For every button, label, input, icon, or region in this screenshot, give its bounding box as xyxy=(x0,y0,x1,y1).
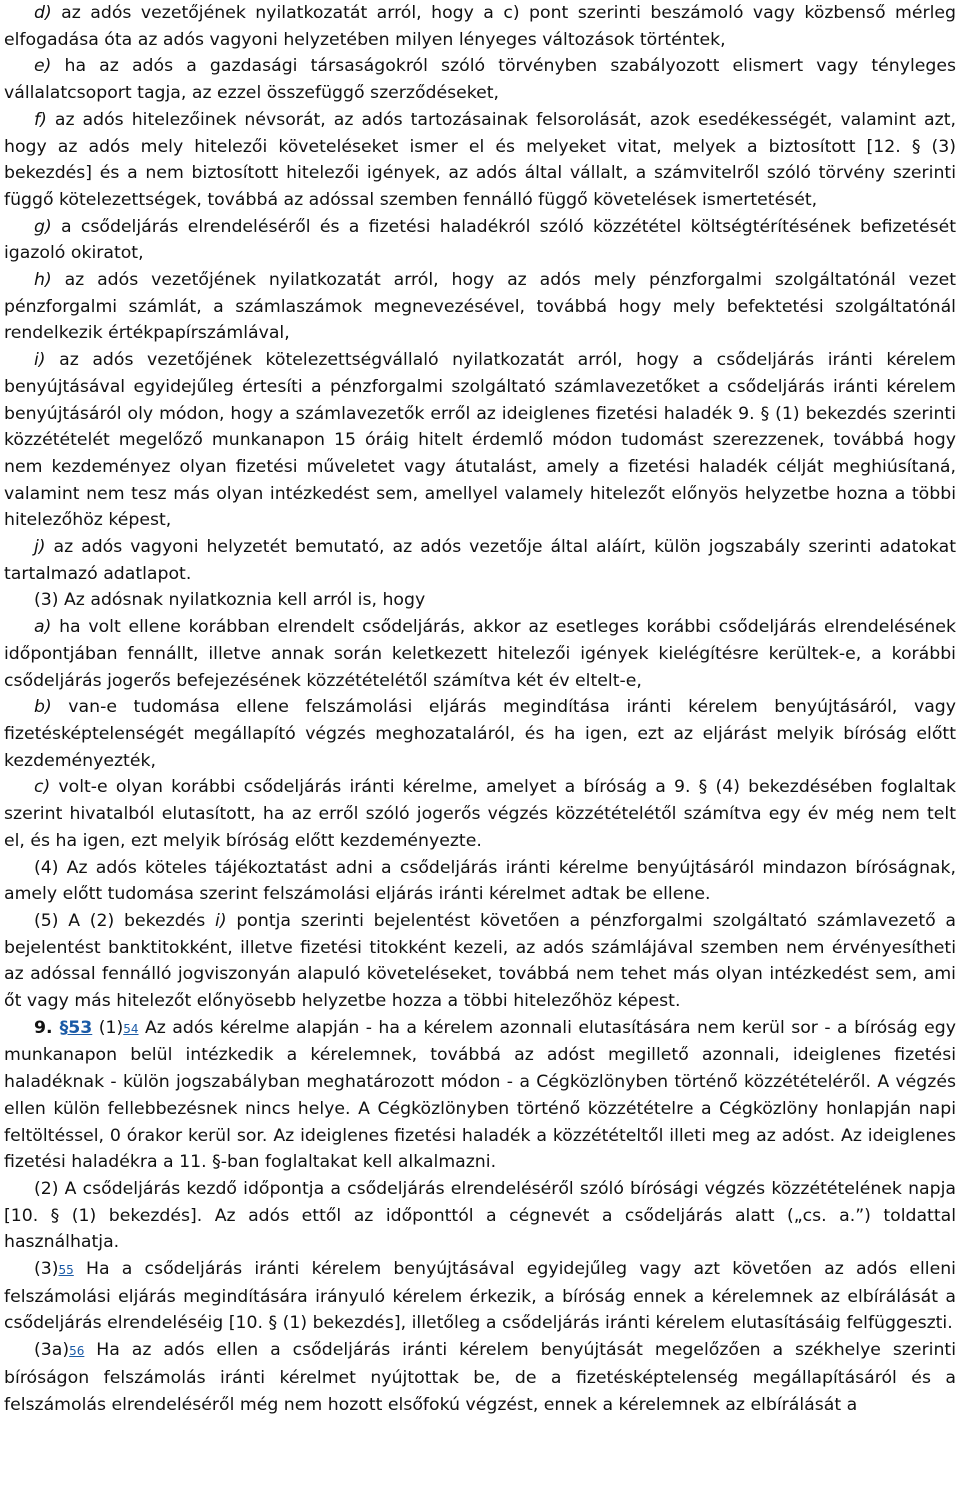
section-9-paragraph-3a xyxy=(4,1337,956,1418)
paragraph-f xyxy=(4,107,956,214)
item-marker: i) xyxy=(34,350,46,371)
section-9-paragraph-2: (2) A csődeljárás kezdő időpontja a csődeljárás elrendeléséről szóló bírósági végzés közzétételének napja [10. § (1) bekezdés]. Az adós ettől az időponttól a cégnevét a csődeljárás alatt („cs. a.”) toldattal használhatja. xyxy=(4,1178,956,1253)
paragraph-3b xyxy=(4,694,956,774)
paragraph-text: van-e tudomása ellene felszámolási eljárás megindítása iránti kérelem benyújtásáról, vagy fizetésképtelenségét megállapító végzés meghozataláról, és ha igen, ezt az eljárást melyik bíróság előtt kezdeményezték, xyxy=(4,697,956,771)
item-marker: f) xyxy=(34,109,47,130)
paragraph-5 xyxy=(4,908,956,1015)
section-9-paragraph-1 xyxy=(4,1015,956,1176)
paragraph-3a xyxy=(4,614,956,694)
paragraph-text: az adós hitelezőinek névsorát, az adós tartozásainak felsorolását, azok esedékességét, valamint azt, hogy az adós mely hitelezői követeléseket ismer el és melyeket vitat, melyek a biztosított [12. § (3) bekezdés] és a nem biztosított hitelezői igények, az adós által vállalt, a számvitelről szóló törvény szerinti függő kötelezettségek, továbbá az adóssal szemben fennálló függő követelések ismertetését, xyxy=(4,109,956,210)
item-marker: j) xyxy=(34,537,46,558)
item-marker: d) xyxy=(34,3,52,23)
section-link-53[interactable]: §53 xyxy=(59,1017,93,1038)
paragraph-e xyxy=(4,53,956,106)
footnote-link-54[interactable]: 54 xyxy=(123,1021,139,1036)
item-marker: i) xyxy=(215,910,227,931)
footnote-link-55[interactable]: 55 xyxy=(58,1263,74,1278)
paragraph-text: pontja szerinti bejelentést követően a pénzforgalmi szolgáltató számlavezető a bejelentést banktitokként, illetve fizetési titokként kezeli, az adós számlájával szemben nem érvényesítheti az adóssal fennálló jogviszonyán alapuló követeléseket, továbbá nem tehet más olyan intézkedést sem, ami őt vagy más hitelezőt előnyösebb helyzetbe hozza a többi hitelezőhöz képest. xyxy=(4,910,956,1012)
paragraph-text: a csődeljárás elrendeléséről és a fizetési haladékról szóló közzététel költségtérítésének befizetését igazoló okiratot, xyxy=(4,216,956,264)
item-marker: e) xyxy=(34,56,52,77)
paragraph-number: (3) xyxy=(34,1259,59,1280)
item-marker: g) xyxy=(34,216,52,237)
paragraph-text: az adós vagyoni helyzetét bemutató, az adós vezetője által aláírt, külön jogszabály szerinti adatokat tartalmazó adatlapot. xyxy=(4,537,956,584)
paragraph-text: Ha a csődeljárás iránti kérelem benyújtásával egyidejűleg vagy azt követően az adós elleni felszámolási eljárás megindítására irányuló kérelem érkezik, a bíróság ennek a kérelemnek az elbírálását a csődeljárás elrendeléséig [10. § (1) bekezdés], illetőleg a csődeljárás iránti kérelem elutasításáig felfüggeszti. xyxy=(4,1259,956,1334)
paragraph-4: (4) Az adós köteles tájékoztatást adni a csődeljárás iránti kérelme benyújtásáról mindazon bíróságnak, amely előtt tudomása szerint felszámolási eljárás iránti kérelmet adtak be ellene. xyxy=(4,857,956,905)
paragraph-text: az adós vezetőjének nyilatkozatát arról, hogy a c) pont szerinti beszámoló vagy közbenső mérleg elfogadása óta az adós vagyoni helyzetében milyen lényeges változások történtek, xyxy=(4,3,956,50)
paragraph-text: az adós vezetőjének nyilatkozatát arról, hogy az adós mely pénzforgalmi szolgáltatónál vezet pénzforgalmi számlát, a számlaszámok megnevezésével, továbbá hogy mely befektetési szolgáltatónál rendelkezik értékpapírszámlával, xyxy=(4,270,956,344)
section-9-paragraph-3 xyxy=(4,1256,956,1337)
paragraph-text: ha az adós a gazdasági társaságokról szóló törvényben szabályozott elismert vagy tényleges vállalatcsoport tagja, az ezzel összefüggő szerződéseket, xyxy=(4,56,956,104)
item-marker: c) xyxy=(34,777,51,798)
paragraph-d xyxy=(4,0,956,53)
paragraph-number: (1) xyxy=(92,1017,124,1038)
paragraph-3c xyxy=(4,774,956,854)
paragraph-text: az adós vezetőjének kötelezettségvállaló nyilatkozatát arról, hogy a csődeljárás iránti kérelem benyújtásával egyidejűleg értesíti a pénzforgalmi szolgáltató számlavezetőket a csődeljárás iránti kérelem benyújtásáról oly módon, hogy a számlavezetők erről az ideiglenes fizetési haladék 9. § (1) bekezdés szerinti közzétételét megelőző munkanapon 15 óráig hitelt érdemlő módon tudomást szerezzenek, továbbá hogy nem kezdeményez olyan fizetési műveletet vagy átutalást, amely a fizetési haladék célját meghiúsítaná, valamint nem tesz más olyan intézkedést sem, amellyel valamely hitelezőt előnyös helyzetbe hozna a többi hitelezőhöz képest, xyxy=(4,350,956,531)
paragraph-number: (3a) xyxy=(34,1340,70,1361)
paragraph-text: (5) A (2) bekezdés xyxy=(34,910,216,931)
paragraph-i xyxy=(4,347,956,534)
item-marker: h) xyxy=(34,270,52,291)
item-marker: b) xyxy=(34,697,52,718)
paragraph-3: (3) Az adósnak nyilatkoznia kell arról is, hogy xyxy=(34,590,426,611)
paragraph-text: Ha az adós ellen a csődeljárás iránti kérelem benyújtását megelőzően a székhelye szerinti bíróságon felszámolás iránti kérelmet nyújtottak be, de a fizetésképtelenség megállapításáról és a felszámolás elrendeléséről még nem hozott elsőfokú végzést, ennek a kérelemnek az elbírálását a xyxy=(4,1340,956,1415)
paragraph-text: Az adós kérelme alapján - ha a kérelem azonnali elutasítására nem kerül sor - a bíróság egy munkanapon belül intézkedik a kérelemnek, továbbá az adóst megillető azonnali, ideiglenes fizetési haladéknak - külön jogszabályban meghatározott módon - a Cégközlönyben történő közzétételéről. A végzés ellen külön fellebbezésnek nincs helye. A Cégközlönyben történő közzétételre a Cégközlöny honlapján napi feltöltéssel, 0 órakor kerül sor. Az ideiglenes fizetési haladék a közzétételtől illeti meg az adóst. Az ideiglenes fizetési haladékra a 11. §-ban foglaltakat kell alkalmazni. xyxy=(4,1017,956,1173)
paragraph-g xyxy=(4,214,956,267)
paragraph-h xyxy=(4,267,956,347)
paragraph-j xyxy=(4,534,956,587)
paragraph-text: ha volt ellene korábban elrendelt csődeljárás, akkor az esetleges korábbi csődeljárás elrendelésének időpontjában fennállt, illetve annak során keletkezett hitelezői igények kielégítésre kerültek-e, a korábbi csődeljárás jogerős befejezésének közzétételétől számítva két év eltelt-e, xyxy=(4,617,956,691)
paragraph-text: volt-e olyan korábbi csődeljárás iránti kérelme, amelyet a bíróság a 9. § (4) bekezdésében foglaltak szerint hivatalból elutasított, ha az erről szóló jogerős végzés közzétételétől számítva egy év még nem telt el, és ha igen, ezt melyik bíróság előtt kezdeményezte. xyxy=(4,777,956,851)
item-marker: a) xyxy=(34,617,52,638)
footnote-link-56[interactable]: 56 xyxy=(69,1344,85,1359)
section-number: 9. xyxy=(34,1017,60,1038)
